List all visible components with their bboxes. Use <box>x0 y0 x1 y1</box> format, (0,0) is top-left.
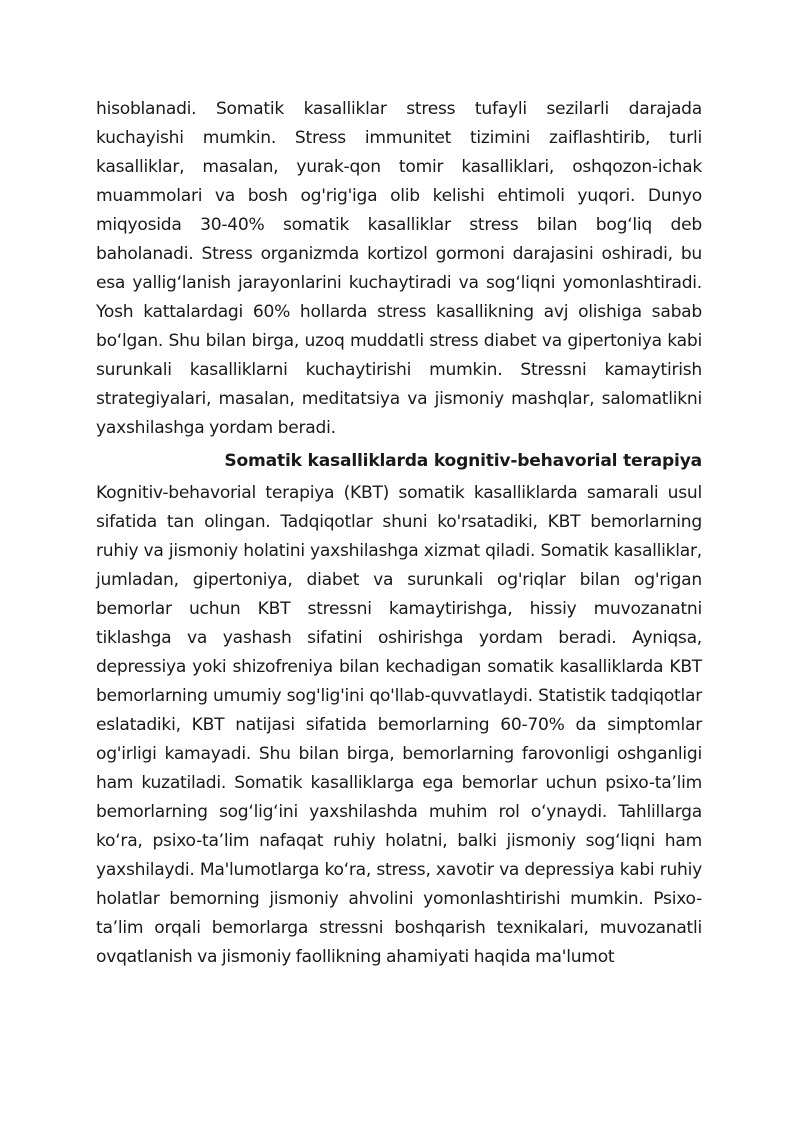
body-paragraph-1: hisoblanadi. Somatik kasalliklar stress tufayli sezilarli darajada kuchayishi mumkin. Stress immunitet tizimini zaiflashtirib, turli kasalliklar, masalan, yurak-qon tomir kasalliklari, oshqozon-ichak muammolari va bosh og'rig'iga olib kelishi ehtimoli yuqori. Dunyo miqyosida 30-40% somatik kasalliklar stress bilan bog‘liq deb baholanadi. Stress organizmda kortizol gormoni darajasini oshiradi, bu esa yallig‘lanish jarayonlarini kuchaytiradi va sog‘liqni yomonlashtiradi. Yosh kattalardagi 60% hollarda stress kasallikning avj olishiga sabab bo‘lgan. Shu bilan birga, uzoq muddatli stress diabet va gipertoniya kabi surunkali kasalliklarni kuchaytirishi mumkin. Stressni kamaytirish strategiyalari, masalan, meditatsiya va jismoniy mashqlar, salomatlikni yaxshilashga yordam beradi. <box>96 99 702 438</box>
body-paragraph-2: Kognitiv-behavorial terapiya (KBT) somatik kasalliklarda samarali usul sifatida tan olingan. Tadqiqotlar shuni ko'rsatadiki, KBT bemorlarning ruhiy va jismoniy holatini yaxshilashga xizmat qiladi. Somatik kasalliklar, jumladan, gipertoniya, diabet va surunkali og'riqlar bilan og'rigan bemorlar uchun KBT stressni kamaytirishga, hissiy muvozanatni tiklashga va yashash sifatini oshirishga yordam beradi. Ayniqsa, depressiya yoki shizofreniya bilan kechadigan somatik kasalliklarda KBT bemorlarning umumiy sog'lig'ini qo'llab-quvvatlaydi. Statistik tadqiqotlar eslatadiki, KBT natijasi sifatida bemorlarning 60-70% da simptomlar og'irligi kamayadi. Shu bilan birga, bemorlarning farovonligi oshganligi ham kuzatiladi. Somatik kasalliklarga ega bemorlar uchun psixo-ta’lim bemorlarning sog‘lig‘ini yaxshilashda muhim rol o‘ynaydi. Tahlillarga ko‘ra, psixo-ta’lim nafaqat ruhiy holatni, balki jismoniy sog‘liqni ham yaxshilaydi. Ma'lumotlarga ko‘ra, stress, xavotir va depressiya kabi ruhiy holatlar bemorning jismoniy ahvolini yomonlashtirishi mumkin. Psixo-ta’lim orqali bemorlarga stressni boshqarish texnikalari, muvozanatli ovqatlanish va jismoniy faollikning ahamiyati haqida ma'lumot <box>96 483 702 967</box>
section-heading: Somatik kasalliklarda kognitiv-behavorial terapiya <box>224 451 702 471</box>
document-page <box>96 95 702 972</box>
